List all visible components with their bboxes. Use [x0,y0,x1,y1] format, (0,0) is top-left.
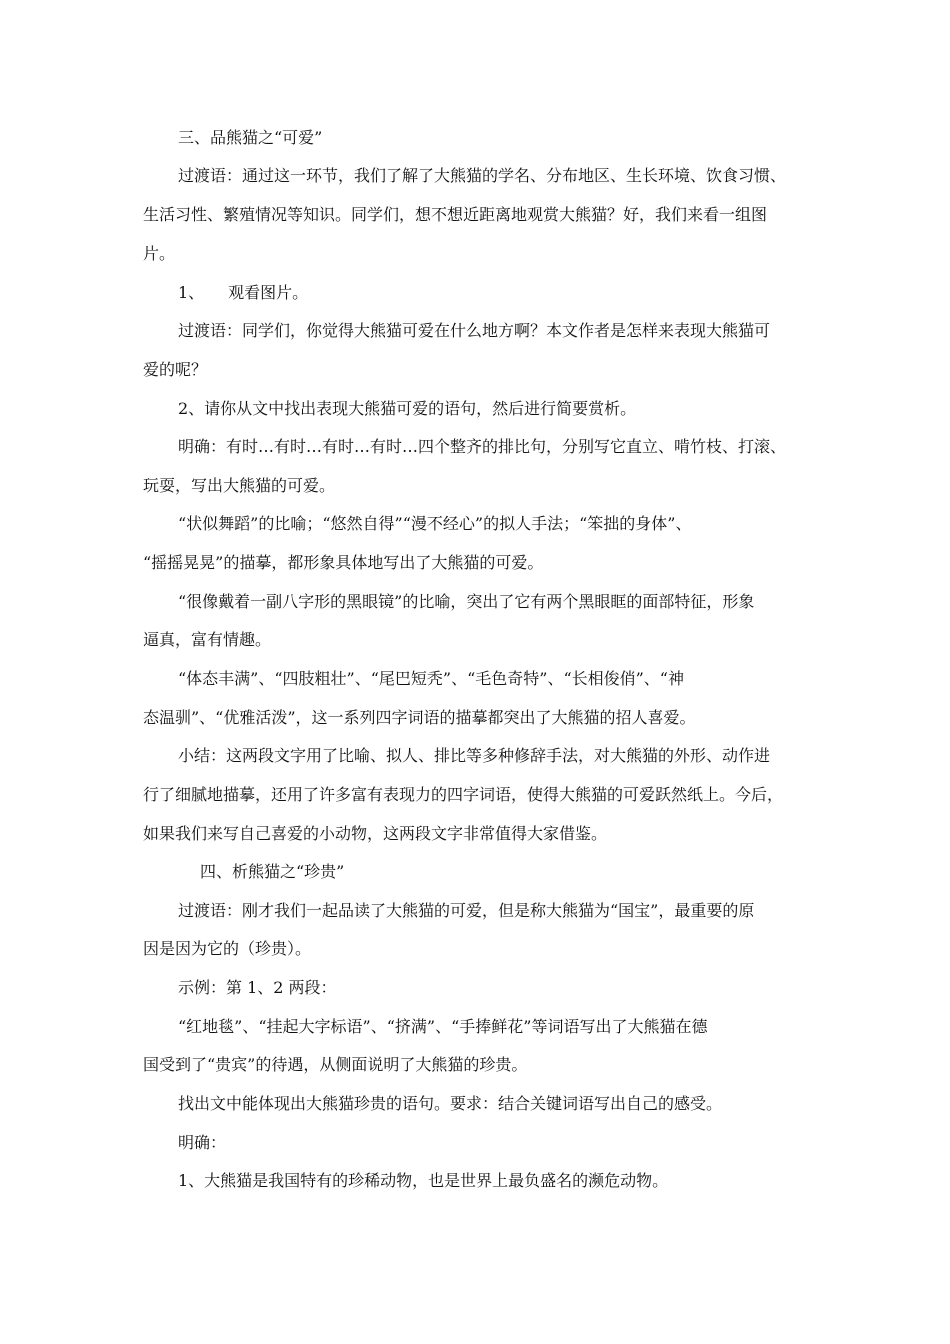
section-heading-cute: 三、品熊猫之“可爱” [178,128,323,147]
list-item-answer-1: 1、大熊猫是我国特有的珍稀动物，也是世界上最负盛名的濒危动物。 [178,1171,669,1190]
paragraph-line: 过渡语：同学们，你觉得大熊猫可爱在什么地方啊？本文作者是怎样来表现大熊猫可 [178,321,771,340]
paragraph-line: “红地毯”、“挂起大字标语”、“挤满”、“手捧鲜花”等词语写出了大熊猫在德 [178,1017,708,1036]
paragraph-line: “很像戴着一副八字形的黑眼镜”的比喻，突出了它有两个黑眼眶的面部特征，形象 [178,592,755,611]
paragraph-line: 爱的呢？ [143,360,208,379]
paragraph-line: 小结：这两段文字用了比喻、拟人、排比等多种修辞手法，对大熊猫的外形、动作进 [178,746,771,765]
paragraph-line: “摇摇晃晃”的描摹，都形象具体地写出了大熊猫的可爱。 [143,553,544,572]
section-heading-precious: 四、析熊猫之“珍贵” [200,862,345,881]
paragraph-line: “体态丰满”、“四肢粗壮”、“尾巴短秃”、“毛色奇特”、“长相俊俏”、“神 [178,669,684,688]
paragraph-line: 玩耍，写出大熊猫的可爱。 [143,476,336,495]
paragraph-line: 过渡语：刚才我们一起品读了大熊猫的可爱，但是称大熊猫为“国宝”，最重要的原 [178,901,755,920]
paragraph-line: 生活习性、繁殖情况等知识。同学们，想不想近距离地观赏大熊猫？好，我们来看一组图 [143,205,768,224]
list-item-1: 1、 观看图片。 [178,283,309,302]
paragraph-line: 找出文中能体现出大熊猫珍贵的语句。要求：结合关键词语写出自己的感受。 [178,1094,723,1113]
paragraph-line: 态温驯”、“优雅活泼”，这一系列四字词语的描摹都突出了大熊猫的招人喜爱。 [143,708,696,727]
paragraph-line: 明确： [178,1133,227,1152]
list-item-2: 2、请你从文中找出表现大熊猫可爱的语句，然后进行简要赏析。 [178,399,637,418]
paragraph-line: 因是因为它的（珍贵）。 [143,939,312,958]
paragraph-line: 如果我们来写自己喜爱的小动物，这两段文字非常值得大家借鉴。 [143,824,608,843]
paragraph-line: 明确：有时…有时…有时…有时…四个整齐的排比句，分别写它直立、啃竹枝、打滚、 [178,437,787,456]
paragraph-line: “状似舞蹈”的比喻；“悠然自得”“漫不经心”的拟人手法；“笨拙的身体”、 [178,514,692,533]
paragraph-line: 示例：第 1、2 两段： [178,978,337,997]
paragraph-line: 国受到了“贵宾”的待遇，从侧面说明了大熊猫的珍贵。 [143,1055,528,1074]
paragraph-line: 过渡语：通过这一环节，我们了解了大熊猫的学名、分布地区、生长环境、饮食习惯、 [178,166,787,185]
paragraph-line: 逼真，富有情趣。 [143,630,272,649]
paragraph-line: 行了细腻地描摹，还用了许多富有表现力的四字词语，使得大熊猫的可爱跃然纸上。今后， [143,785,784,804]
paragraph-line: 片。 [143,244,176,263]
